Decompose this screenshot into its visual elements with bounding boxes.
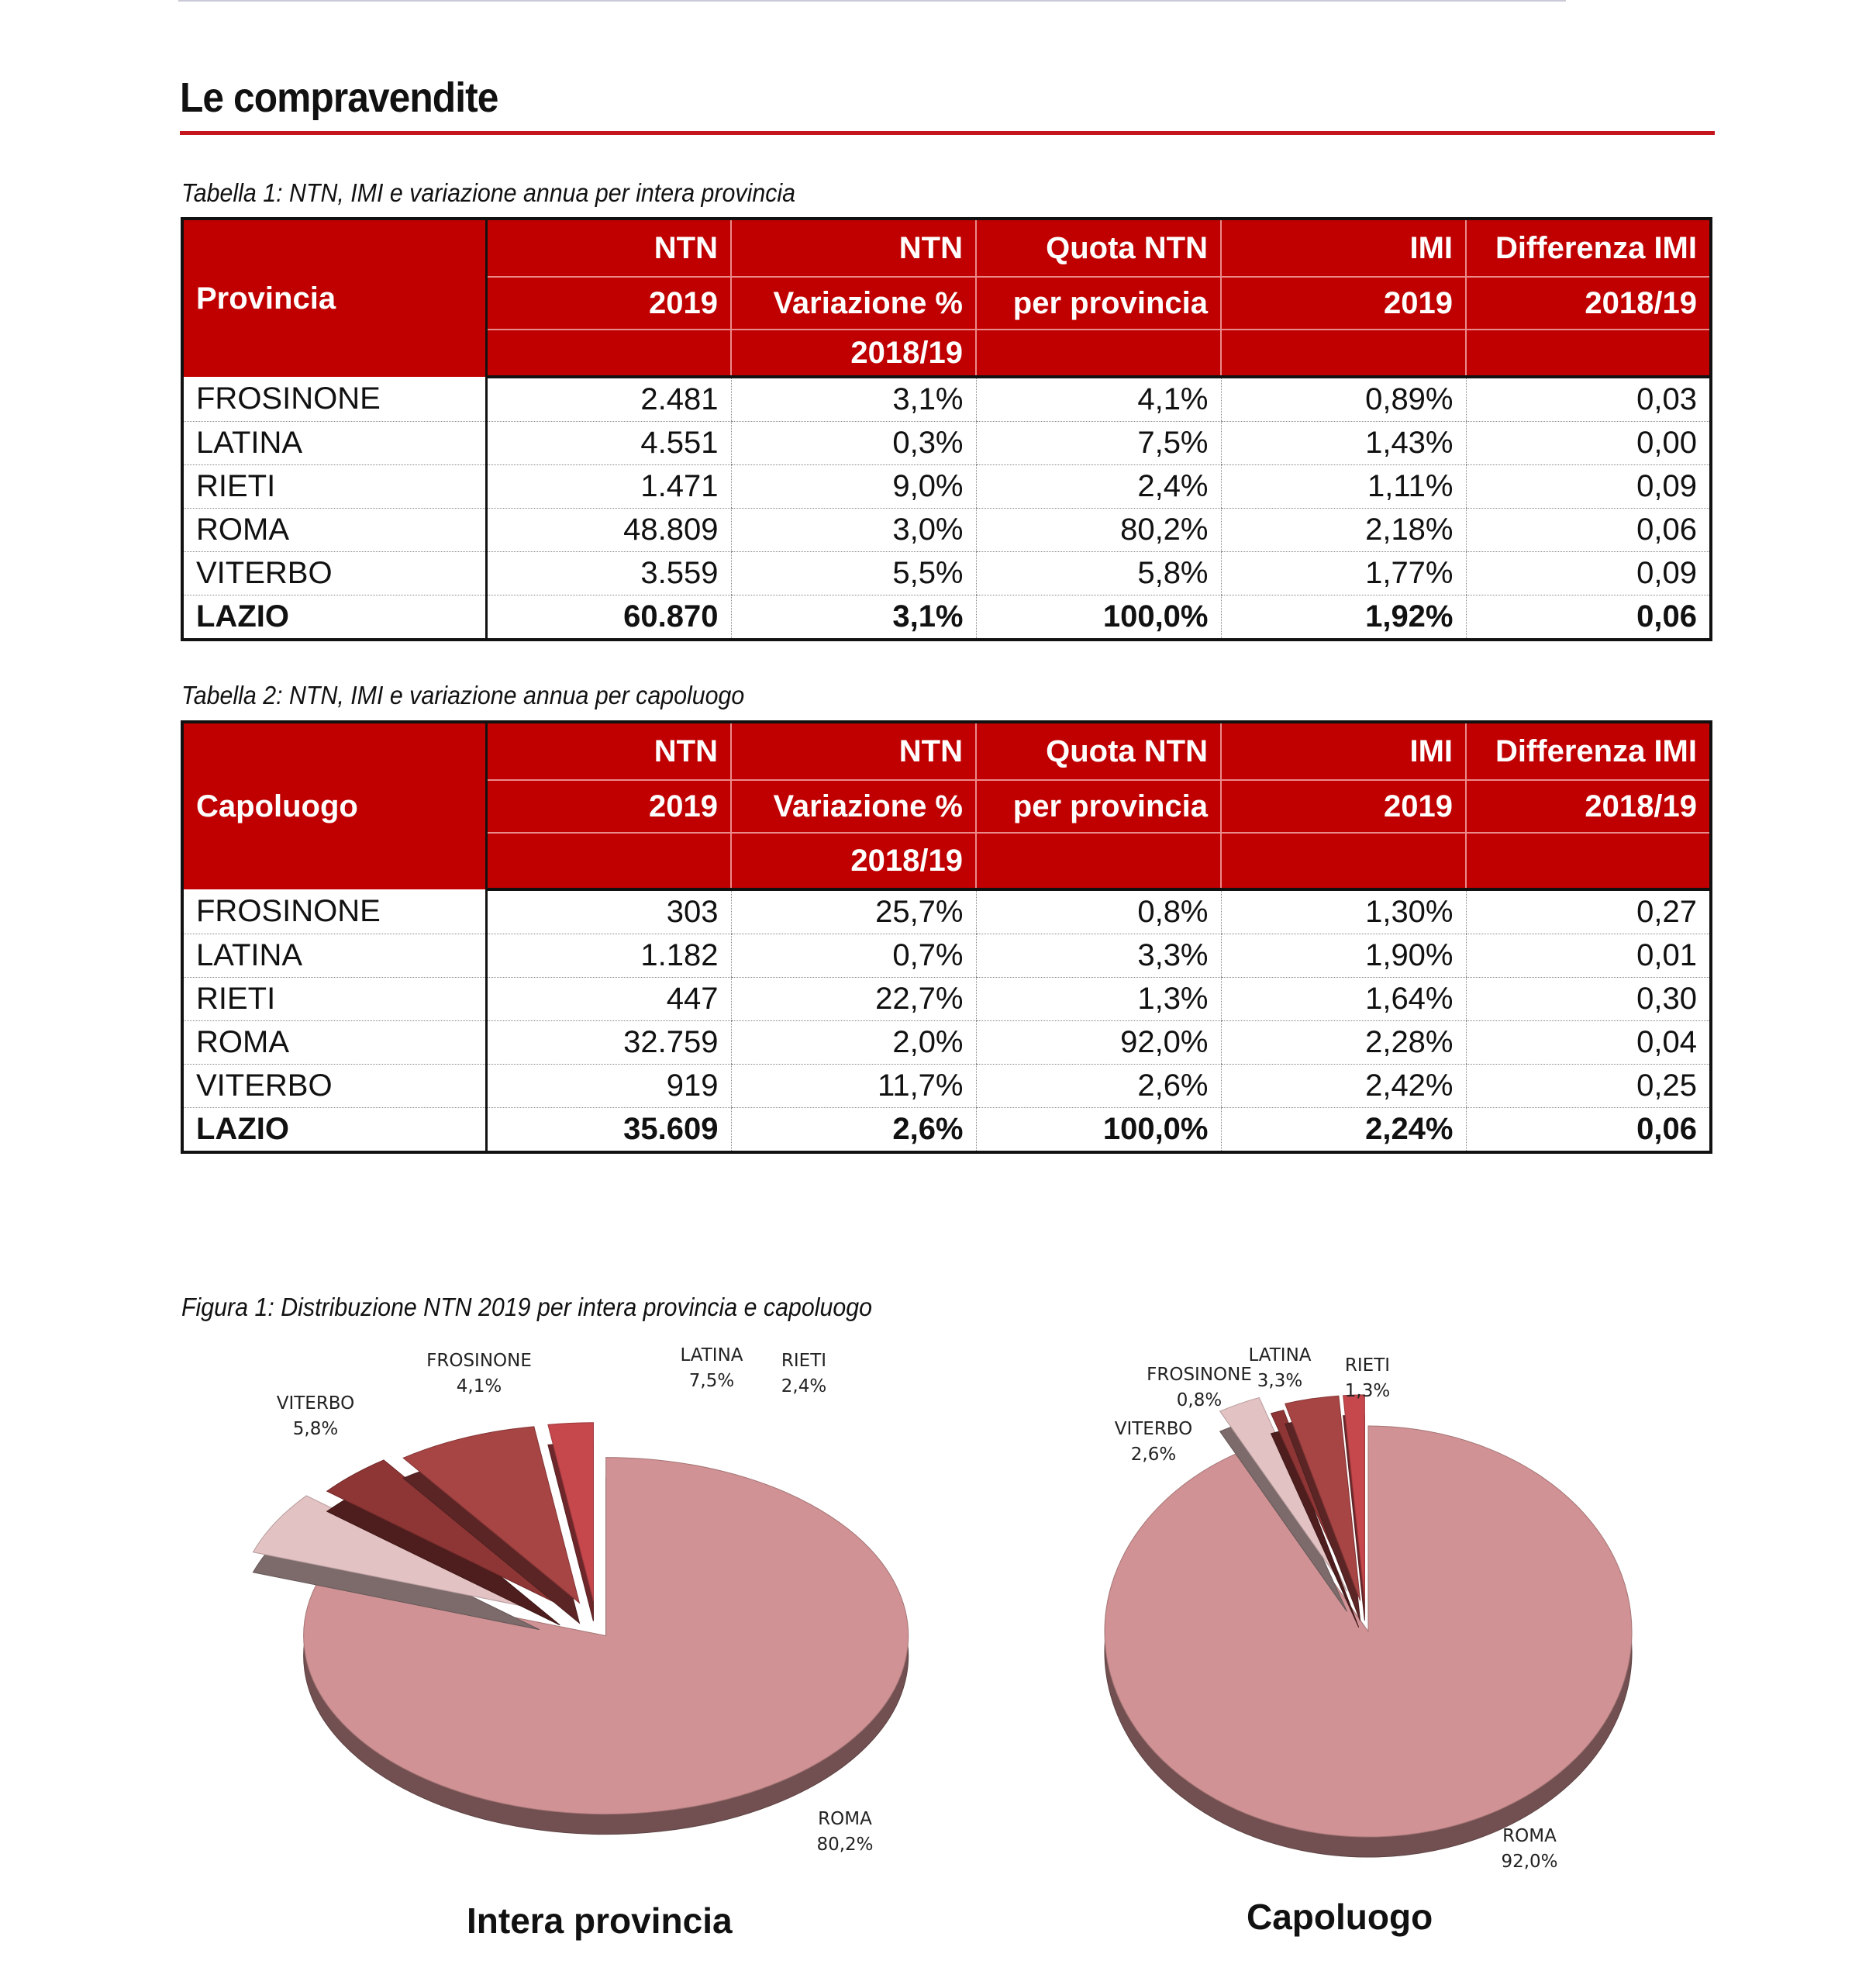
table-cell: 0,89% <box>1221 377 1466 422</box>
table-cell: 32.759 <box>486 1021 731 1065</box>
table-cell: 2,6% <box>976 1065 1221 1108</box>
column-header: NTN <box>486 722 731 780</box>
pie-label-category: RIETI <box>1344 1355 1391 1376</box>
pie-label-value: 7,5% <box>688 1371 735 1391</box>
section-title: Le compravendite <box>180 74 498 121</box>
column-header: 2019 <box>1221 277 1466 330</box>
table-cell: 2,24% <box>1221 1108 1466 1153</box>
column-header: Differenza IMI <box>1466 722 1711 780</box>
column-header: Quota NTN <box>976 219 1221 277</box>
table-cell: 48.809 <box>486 509 731 552</box>
table-cell: 3,3% <box>976 934 1221 978</box>
row-label: LAZIO <box>182 596 486 640</box>
table-cell: 2,4% <box>976 465 1221 509</box>
table-cell: 2,6% <box>731 1108 976 1153</box>
column-header: NTN <box>486 219 731 277</box>
table-cell: 92,0% <box>976 1021 1221 1065</box>
pie-label-value: 3,3% <box>1257 1371 1303 1391</box>
table-cell: 1,90% <box>1221 934 1466 978</box>
row-label: LAZIO <box>182 1108 486 1153</box>
table-cell: 1,43% <box>1221 422 1466 465</box>
table-cell: 100,0% <box>976 596 1221 640</box>
column-header: 2019 <box>486 780 731 833</box>
table-cell: 5,5% <box>731 552 976 596</box>
column-header: 2018/19 <box>731 833 976 889</box>
table-cell: 0,30 <box>1466 978 1711 1021</box>
pie-label-category: VITERBO <box>276 1393 355 1414</box>
pie-chart-2 <box>1105 1345 1632 1872</box>
pie-slice-roma <box>1105 1426 1632 1837</box>
table-cell: 0,01 <box>1466 934 1711 978</box>
table-cell: 0,04 <box>1466 1021 1711 1065</box>
table-cell: 2,42% <box>1221 1065 1466 1108</box>
first-column-header: Provincia <box>182 219 486 377</box>
column-header: 2018/19 <box>731 330 976 377</box>
row-label: RIETI <box>182 978 486 1021</box>
column-header: 2018/19 <box>1466 277 1711 330</box>
table-cell: 3,1% <box>731 377 976 422</box>
table2-caption: Tabella 2: NTN, IMI e variazione annua per capoluogo <box>181 681 745 709</box>
pie-label-value: 2,4% <box>781 1376 827 1396</box>
pie-label-category: LATINA <box>1248 1345 1312 1365</box>
table-cell: 303 <box>486 889 731 934</box>
column-header: 2018/19 <box>1466 780 1711 833</box>
row-label: ROMA <box>182 509 486 552</box>
pie-label-category: VITERBO <box>1114 1419 1193 1439</box>
table-cell: 1,64% <box>1221 978 1466 1021</box>
table-cell: 1,11% <box>1221 465 1466 509</box>
pie-label-value: 92,0% <box>1501 1852 1558 1872</box>
column-header: Variazione % <box>731 780 976 833</box>
table1-caption: Tabella 1: NTN, IMI e variazione annua per intera provincia <box>181 178 796 207</box>
table-cell: 60.870 <box>486 596 731 640</box>
pie-label-category: FROSINONE <box>426 1351 532 1371</box>
row-label: ROMA <box>182 1021 486 1065</box>
table-cell: 919 <box>486 1065 731 1108</box>
table-cell: 9,0% <box>731 465 976 509</box>
row-label: VITERBO <box>182 1065 486 1108</box>
pie-label-category: RIETI <box>781 1351 827 1371</box>
pie-label-category: LATINA <box>680 1345 743 1365</box>
pie-label-category: FROSINONE <box>1147 1365 1252 1385</box>
table-cell: 7,5% <box>976 422 1221 465</box>
pie-label-value: 1,3% <box>1344 1381 1391 1401</box>
table-cell: 0,8% <box>976 889 1221 934</box>
column-header: per provincia <box>976 780 1221 833</box>
pie-label-value: 4,1% <box>456 1376 502 1396</box>
table-cell: 0,00 <box>1466 422 1711 465</box>
row-label: LATINA <box>182 422 486 465</box>
table-cell: 4.551 <box>486 422 731 465</box>
table-cell: 2,0% <box>731 1021 976 1065</box>
pie-label-category: ROMA <box>818 1809 872 1829</box>
column-header: NTN <box>731 722 976 780</box>
table-cell: 0,09 <box>1466 465 1711 509</box>
pie2-title: Capoluogo <box>1247 1897 1433 1937</box>
column-header: per provincia <box>976 277 1221 330</box>
table-cell: 0,06 <box>1466 509 1711 552</box>
table-cell: 0,06 <box>1466 596 1711 640</box>
pie1-title: Intera provincia <box>467 1900 733 1941</box>
pie-label-category: ROMA <box>1502 1826 1557 1846</box>
table-cell: 2,18% <box>1221 509 1466 552</box>
pie-label-value: 0,8% <box>1176 1390 1223 1410</box>
row-label: LATINA <box>182 934 486 978</box>
row-label: FROSINONE <box>182 889 486 934</box>
table-cell: 0,3% <box>731 422 976 465</box>
table-cell: 1,92% <box>1221 596 1466 640</box>
table-cell: 1,3% <box>976 978 1221 1021</box>
table-cell: 0,09 <box>1466 552 1711 596</box>
first-column-header: Capoluogo <box>182 722 486 889</box>
column-header: IMI <box>1221 722 1466 780</box>
column-header: 2019 <box>1221 780 1466 833</box>
column-header: Variazione % <box>731 277 976 330</box>
table-cell: 0,25 <box>1466 1065 1711 1108</box>
row-label: RIETI <box>182 465 486 509</box>
column-header: Quota NTN <box>976 722 1221 780</box>
table-cell: 25,7% <box>731 889 976 934</box>
table-cell: 447 <box>486 978 731 1021</box>
column-header: NTN <box>731 219 976 277</box>
pie-label-value: 5,8% <box>292 1419 339 1439</box>
table-cell: 1.471 <box>486 465 731 509</box>
table-cell: 35.609 <box>486 1108 731 1153</box>
row-label: FROSINONE <box>182 377 486 422</box>
table-cell: 0,03 <box>1466 377 1711 422</box>
table-cell: 100,0% <box>976 1108 1221 1153</box>
table-cell: 80,2% <box>976 509 1221 552</box>
table-cell: 0,06 <box>1466 1108 1711 1153</box>
column-header: Differenza IMI <box>1466 219 1711 277</box>
table-cell: 3,0% <box>731 509 976 552</box>
table-cell: 1.182 <box>486 934 731 978</box>
table-cell: 0,27 <box>1466 889 1711 934</box>
figure-caption: Figura 1: Distribuzione NTN 2019 per intera provincia e capoluogo <box>181 1293 873 1321</box>
column-header: IMI <box>1221 219 1466 277</box>
table-cell: 22,7% <box>731 978 976 1021</box>
table-cell: 4,1% <box>976 377 1221 422</box>
table-cell: 5,8% <box>976 552 1221 596</box>
pie-chart-1 <box>253 1345 908 1855</box>
table-cell: 2.481 <box>486 377 731 422</box>
table-cell: 0,7% <box>731 934 976 978</box>
row-label: VITERBO <box>182 552 486 596</box>
table-cell: 11,7% <box>731 1065 976 1108</box>
pie-label-value: 2,6% <box>1130 1445 1177 1465</box>
table-cell: 1,77% <box>1221 552 1466 596</box>
table-cell: 2,28% <box>1221 1021 1466 1065</box>
table-cell: 1,30% <box>1221 889 1466 934</box>
column-header: 2019 <box>486 277 731 330</box>
pie-label-value: 80,2% <box>816 1835 874 1855</box>
table-cell: 3.559 <box>486 552 731 596</box>
table-cell: 3,1% <box>731 596 976 640</box>
